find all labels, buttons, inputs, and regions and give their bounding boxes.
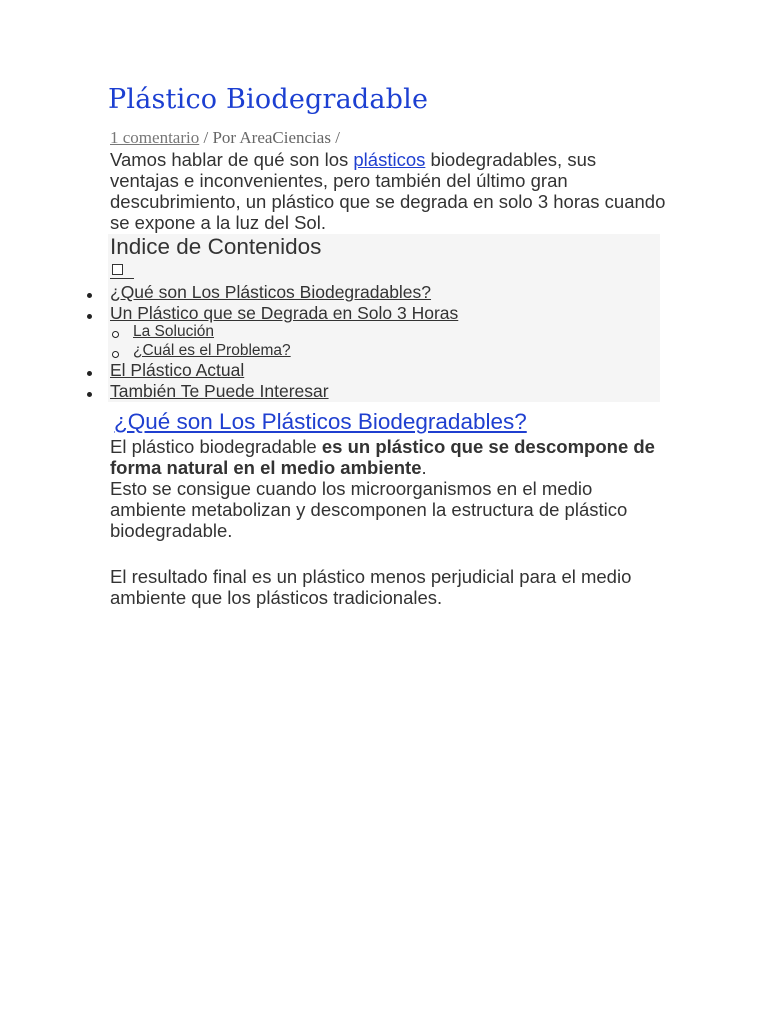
section-paragraph-2: El resultado final es un plástico menos perjudicial para el medio ambiente que los plásticos tradicionales. [110, 566, 632, 608]
bullet-icon [87, 293, 92, 298]
toc-subitem[interactable] [133, 323, 214, 341]
toc-link[interactable]: ¿Cuál es el Problema? [133, 342, 291, 359]
meta-separator: / Por [199, 128, 240, 147]
author-name: AreaCiencias [239, 128, 331, 147]
bullet-icon [87, 392, 92, 397]
intro-paragraph [110, 149, 670, 233]
meta-separator-end: / [330, 128, 340, 147]
toc-title: Indice de Contenidos [110, 234, 322, 259]
toc-item[interactable] [110, 381, 329, 402]
bullet-icon [87, 314, 92, 319]
p1-start: El plástico biodegradable [110, 436, 322, 457]
toc-link[interactable]: También Te Puede Interesar [110, 381, 329, 401]
section-heading[interactable]: ¿Qué son Los Plásticos Biodegradables? [114, 409, 527, 434]
intro-text-start: Vamos hablar de qué son los [110, 149, 354, 170]
toc-item[interactable] [110, 303, 458, 324]
p1-line2: Esto se consigue cuando los microorganismos en el medio ambiente metabolizan y descomponen la estructura de plástico biodegradable. [110, 478, 628, 541]
toggle-box-icon [112, 264, 123, 275]
section-paragraph-1 [110, 436, 670, 541]
toc-toggle-button[interactable] [110, 262, 134, 279]
circle-bullet-icon [112, 351, 119, 358]
toc-item[interactable] [110, 282, 431, 303]
article-meta [110, 128, 340, 148]
plasticos-link[interactable]: plásticos [353, 149, 426, 170]
comments-link[interactable]: 1 comentario [110, 128, 200, 147]
p1-bold: es un plástico que se descompone de forma natural en el medio ambiente [110, 436, 655, 478]
toc-link[interactable]: ¿Qué son Los Plásticos Biodegradables? [110, 282, 432, 302]
intro-text-end: biodegradables, sus ventajas e inconvenientes, pero también del último gran descubrimiento, un plástico que se degrada en solo 3 horas cuando se expone a la luz del Sol. [110, 149, 666, 233]
toc-link[interactable]: El Plástico Actual [110, 360, 245, 380]
p1-end: . [421, 457, 427, 478]
toc-link[interactable]: La Solución [133, 323, 215, 340]
toc-subitem[interactable] [133, 342, 291, 360]
article-title: Plástico Biodegradable [108, 84, 429, 115]
toc-link[interactable]: Un Plástico que se Degrada en Solo 3 Horas [110, 303, 459, 323]
bullet-icon [87, 371, 92, 376]
toc-item[interactable] [110, 360, 244, 381]
circle-bullet-icon [112, 331, 119, 338]
